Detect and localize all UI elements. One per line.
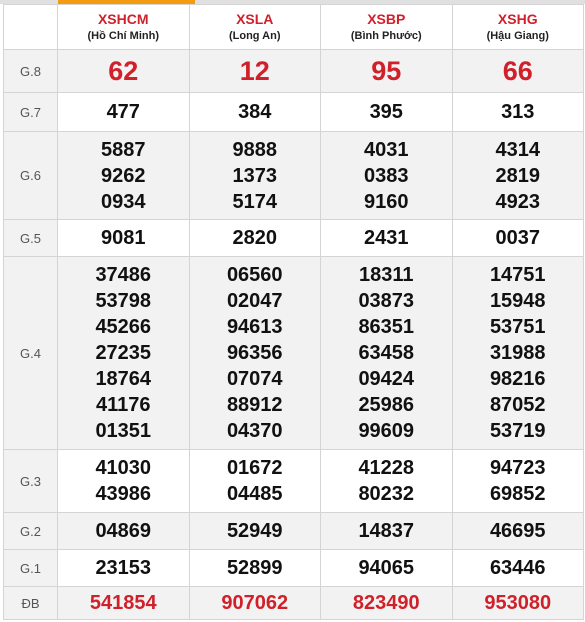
result-cell [189,513,321,550]
result-number: 98216 [489,368,546,390]
result-number: 9160 [364,190,409,213]
prize-label: G.3 [4,450,58,513]
result-number: 18764 [95,368,152,390]
result-number: 01672 [226,457,283,479]
result-number: 95 [371,56,402,86]
result-cell [452,50,584,93]
result-cell [189,450,321,513]
result-number: 1373 [232,164,277,187]
result-number: 01351 [95,420,152,442]
province-name: (Bình Phước) [350,30,422,42]
result-number: 04485 [226,483,283,505]
result-number: 2820 [232,227,277,249]
prize-label: G.4 [4,257,58,450]
result-cell [189,50,321,93]
result-number: 4923 [495,190,540,213]
result-cell [321,257,453,450]
result-number: 395 [369,101,403,123]
result-number: 25986 [358,394,415,416]
result-number: 52949 [226,520,283,542]
result-cell [189,587,321,620]
result-cell [58,132,190,220]
prize-label: G.8 [4,50,58,93]
prize-label: G.5 [4,220,58,257]
result-number: 2431 [364,227,409,249]
result-number: 69852 [489,483,546,505]
province-code[interactable]: XSLA [236,11,274,27]
special-prize-number: 823490 [352,592,420,614]
result-cell [58,220,190,257]
result-number: 63458 [358,342,415,364]
result-number: 07074 [226,368,283,390]
result-number: 9262 [101,164,146,187]
result-cell [321,50,453,93]
result-number: 5174 [232,190,277,213]
result-number: 09424 [358,368,415,390]
result-cell [452,257,584,450]
result-number: 14837 [358,520,415,542]
result-number: 4031 [364,138,409,161]
result-cell [321,550,453,587]
result-number: 43986 [95,483,152,505]
province-code[interactable]: XSBP [367,11,406,27]
corner-cell [4,5,58,50]
result-number: 94613 [226,316,283,338]
result-number: 37486 [95,264,152,286]
result-number: 66 [502,56,533,86]
result-number: 04370 [226,420,283,442]
prize-row-g6 [4,132,584,220]
result-number: 46695 [489,520,546,542]
special-prize-number: 953080 [484,592,552,614]
prize-label: ĐB [4,587,58,620]
prize-row-g5 [4,220,584,257]
result-cell [452,93,584,132]
province-name: (Long An) [228,30,281,42]
result-cell [189,550,321,587]
result-cell [321,513,453,550]
result-cell [58,257,190,450]
result-cell [452,220,584,257]
prize-label: G.6 [4,132,58,220]
result-cell [452,587,584,620]
result-cell [321,450,453,513]
result-number: 0934 [101,190,146,213]
province-header-hg[interactable] [452,5,584,50]
result-number: 63446 [489,557,546,579]
result-number: 53751 [489,316,546,338]
result-number: 0037 [495,227,540,249]
result-number: 18311 [358,264,414,286]
result-number: 96356 [226,342,283,364]
prize-row-g2 [4,513,584,550]
result-number: 04869 [95,520,152,542]
result-cell [189,257,321,450]
result-cell [58,550,190,587]
result-number: 94723 [489,457,546,479]
result-cell [321,132,453,220]
province-code[interactable]: XSHCM [97,11,149,27]
prize-row-g7 [4,93,584,132]
result-number: 02047 [226,290,283,312]
prize-row-g4 [4,257,584,450]
result-number: 94065 [358,557,415,579]
prize-row-g8 [4,50,584,93]
result-number: 4314 [495,138,540,161]
special-prize-number: 541854 [89,592,157,614]
result-cell [452,550,584,587]
result-number: 06560 [226,264,283,286]
result-number: 53719 [489,420,546,442]
result-cell [321,93,453,132]
result-cell [321,587,453,620]
province-header-hcm[interactable] [58,5,190,50]
result-cell [452,132,584,220]
result-number: 41228 [358,457,415,479]
result-number: 9081 [101,227,146,249]
result-number: 23153 [95,557,152,579]
lottery-results-table [3,4,584,620]
result-cell [58,50,190,93]
province-header-la[interactable] [189,5,321,50]
result-number: 27235 [95,342,152,364]
result-number: 80232 [358,483,415,505]
result-number: 313 [501,101,535,123]
result-number: 2819 [495,164,540,187]
result-number: 384 [238,101,272,123]
result-number: 41030 [95,457,152,479]
result-cell [58,93,190,132]
result-cell [189,93,321,132]
result-number: 477 [106,101,140,123]
result-cell [452,513,584,550]
prize-label: G.7 [4,93,58,132]
province-header-bp[interactable] [321,5,453,50]
result-number: 03873 [358,290,415,312]
result-number: 86351 [358,316,415,338]
result-number: 9888 [232,138,277,161]
province-code[interactable]: XSHG [497,11,538,27]
result-cell [58,513,190,550]
result-number: 15948 [489,290,546,312]
result-number: 62 [108,56,139,86]
special-prize-number: 907062 [221,592,289,614]
result-number: 31988 [489,342,546,364]
result-number: 45266 [95,316,152,338]
province-name: (Hồ Chí Minh) [87,30,159,42]
result-number: 53798 [95,290,152,312]
result-number: 12 [239,56,270,86]
prize-label: G.2 [4,513,58,550]
result-cell [452,450,584,513]
prize-row-g3 [4,450,584,513]
result-cell [58,587,190,620]
result-number: 5887 [101,138,146,161]
result-number: 87052 [489,394,546,416]
result-number: 14751 [489,264,546,286]
prize-row-g1 [4,550,584,587]
result-cell [189,220,321,257]
result-cell [189,132,321,220]
province-name: (Hậu Giang) [486,30,549,42]
result-cell [58,450,190,513]
result-number: 0383 [364,164,409,187]
prize-row-special [4,587,584,620]
result-number: 99609 [358,420,415,442]
result-number: 41176 [95,394,151,416]
prize-label: G.1 [4,550,58,587]
result-cell [321,220,453,257]
result-number: 52899 [226,557,283,579]
province-header-row [4,5,584,50]
result-number: 88912 [226,394,283,416]
